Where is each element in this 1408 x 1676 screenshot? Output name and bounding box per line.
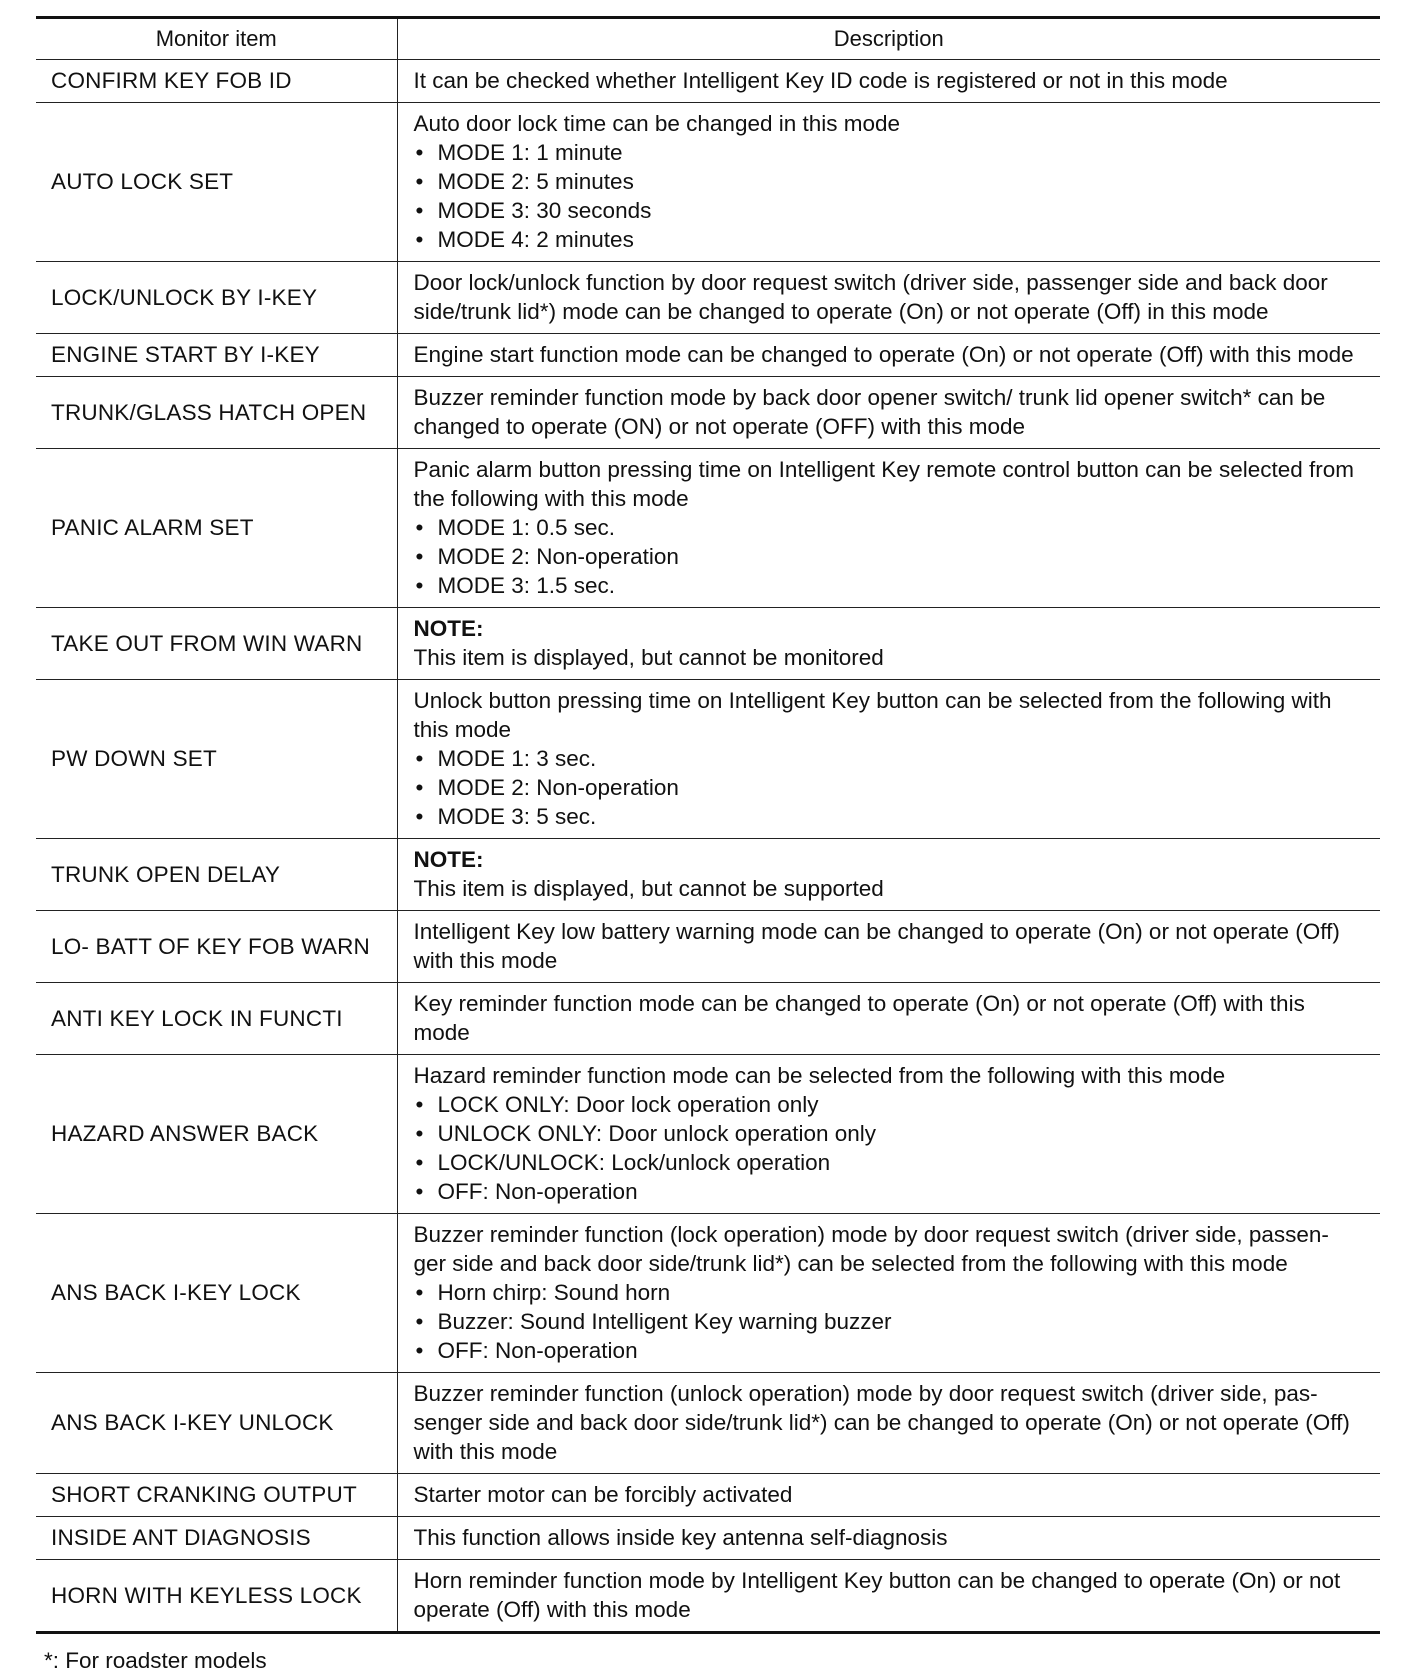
bullet-item: • Buzzer: Sound Intelligent Key warning buzzer: [414, 1307, 1373, 1336]
monitor-item-cell: HORN WITH KEYLESS LOCK: [36, 1560, 397, 1633]
description-cell: [397, 1214, 1380, 1373]
monitor-item-cell: ANS BACK I-KEY LOCK: [36, 1214, 397, 1373]
table-row: [36, 839, 1380, 911]
monitor-item-cell: TRUNK OPEN DELAY: [36, 839, 397, 911]
description-text: It can be checked whether Intelligent Key ID code is registered or not in this mode: [413, 68, 1228, 93]
description-text: Buzzer reminder function (lock operation) mode by door request switch (driver side, passen-: [413, 1222, 1329, 1247]
bullet-item: • MODE 2: 5 minutes: [414, 167, 1373, 196]
bullet-item: • MODE 1: 0.5 sec.: [414, 513, 1373, 542]
description-text: Hazard reminder function mode can be selected from the following with this mode: [413, 1063, 1226, 1088]
table-row: [36, 1214, 1380, 1373]
table-row: [36, 1373, 1380, 1474]
bullet-item: • MODE 3: 1.5 sec.: [414, 571, 1373, 600]
note-label: NOTE:: [413, 616, 484, 641]
description-cell: [397, 1474, 1380, 1517]
description-text: Intelligent Key low battery warning mode can be changed to operate (On) or not operate (Off): [413, 919, 1340, 944]
description-cell: [397, 1560, 1380, 1633]
description-cell: [397, 60, 1380, 103]
monitor-item-cell: INSIDE ANT DIAGNOSIS: [36, 1517, 397, 1560]
monitor-item-cell: TRUNK/GLASS HATCH OPEN: [36, 377, 397, 449]
table-row: [36, 608, 1380, 680]
description-cell: [397, 334, 1380, 377]
bullet-list: [414, 513, 1373, 600]
table-row: [36, 1560, 1380, 1633]
monitor-item-table: [36, 16, 1380, 1634]
bullet-item: • MODE 4: 2 minutes: [414, 225, 1373, 254]
description-text: with this mode: [413, 948, 558, 973]
description-cell: [397, 262, 1380, 334]
monitor-item-cell: PANIC ALARM SET: [36, 449, 397, 608]
description-cell: [397, 983, 1380, 1055]
monitor-item-cell: LOCK/UNLOCK BY I-KEY: [36, 262, 397, 334]
description-cell: [397, 839, 1380, 911]
bullet-item: • OFF: Non-operation: [414, 1336, 1373, 1365]
table-row: [36, 60, 1380, 103]
header-monitor-item: Monitor item: [36, 18, 397, 60]
table-row: [36, 334, 1380, 377]
table-row: [36, 262, 1380, 334]
description-text: mode: [413, 1020, 470, 1045]
header-row: [36, 18, 1380, 60]
monitor-item-cell: SHORT CRANKING OUTPUT: [36, 1474, 397, 1517]
description-text: Starter motor can be forcibly activated: [413, 1482, 793, 1507]
description-text: Unlock button pressing time on Intelligent Key button can be selected from the following with this mode: [413, 688, 1332, 742]
header-description: Description: [397, 18, 1380, 60]
description-text: Door lock/unlock function by door request switch (driver side, passenger side and back door side/trunk lid*) mode can be changed to operate (On) or not operate (Off) in this mode: [413, 270, 1328, 324]
description-text: with this mode: [413, 1439, 558, 1464]
bullet-item: • Horn chirp: Sound horn: [414, 1278, 1373, 1307]
note-label: NOTE:: [413, 847, 484, 872]
bullet-item: • MODE 1: 1 minute: [414, 138, 1373, 167]
monitor-item-cell: ENGINE START BY I-KEY: [36, 334, 397, 377]
bullet-item: • UNLOCK ONLY: Door unlock operation only: [414, 1119, 1373, 1148]
monitor-item-cell: PW DOWN SET: [36, 680, 397, 839]
monitor-item-cell: TAKE OUT FROM WIN WARN: [36, 608, 397, 680]
description-cell: [397, 1373, 1380, 1474]
table-row: [36, 449, 1380, 608]
bullet-list: [414, 1090, 1373, 1206]
description-cell: [397, 103, 1380, 262]
table-row: [36, 103, 1380, 262]
description-text: This function allows inside key antenna self-diagnosis: [413, 1525, 948, 1550]
description-text: Engine start function mode can be changed to operate (On) or not operate (Off) with this mode: [413, 342, 1354, 367]
description-cell: [397, 449, 1380, 608]
description-text: Panic alarm button pressing time on Intelligent Key remote control button can be selected from the following with this mode: [413, 457, 1355, 511]
bullet-item: • LOCK/UNLOCK: Lock/unlock operation: [414, 1148, 1373, 1177]
table-row: [36, 1474, 1380, 1517]
description-cell: [397, 911, 1380, 983]
description-cell: [397, 1055, 1380, 1214]
description-cell: [397, 680, 1380, 839]
monitor-item-cell: ANS BACK I-KEY UNLOCK: [36, 1373, 397, 1474]
description-text: Key reminder function mode can be changed to operate (On) or not operate (Off) with this: [413, 991, 1305, 1016]
description-text: Horn reminder function mode by Intelligent Key button can be changed to operate (On) or not: [413, 1568, 1341, 1593]
bullet-list: [414, 744, 1373, 831]
description-text: ger side and back door side/trunk lid*) can be selected from the following with this mode: [413, 1251, 1288, 1276]
bullet-list: [414, 138, 1373, 254]
description-cell: [397, 377, 1380, 449]
table-row: [36, 983, 1380, 1055]
description-text: This item is displayed, but cannot be monitored: [413, 645, 884, 670]
monitor-item-cell: ANTI KEY LOCK IN FUNCTI: [36, 983, 397, 1055]
description-text: senger side and back door side/trunk lid*) can be changed to operate (On) or not operate (Off): [413, 1410, 1350, 1435]
table-row: [36, 1517, 1380, 1560]
table-row: [36, 911, 1380, 983]
monitor-item-cell: CONFIRM KEY FOB ID: [36, 60, 397, 103]
bullet-item: • MODE 2: Non-operation: [414, 773, 1373, 802]
bullet-list: [414, 1278, 1373, 1365]
description-text: operate (Off) with this mode: [413, 1597, 691, 1622]
description-text: This item is displayed, but cannot be supported: [413, 876, 884, 901]
bullet-item: • LOCK ONLY: Door lock operation only: [414, 1090, 1373, 1119]
monitor-item-cell: AUTO LOCK SET: [36, 103, 397, 262]
table-row: [36, 680, 1380, 839]
monitor-item-cell: LO- BATT OF KEY FOB WARN: [36, 911, 397, 983]
footnote: *: For roadster models: [44, 1648, 267, 1673]
bullet-item: • MODE 3: 30 seconds: [414, 196, 1373, 225]
description-cell: [397, 608, 1380, 680]
monitor-item-cell: HAZARD ANSWER BACK: [36, 1055, 397, 1214]
bullet-item: • OFF: Non-operation: [414, 1177, 1373, 1206]
description-cell: [397, 1517, 1380, 1560]
document: [36, 16, 1380, 1673]
description-text: Buzzer reminder function (unlock operation) mode by door request switch (driver side, pas-: [413, 1381, 1318, 1406]
table-body: [36, 60, 1380, 1633]
bullet-item: • MODE 1: 3 sec.: [414, 744, 1373, 773]
table-header: [36, 18, 1380, 60]
description-text: Buzzer reminder function mode by back door opener switch/ trunk lid opener switch* can be changed to operate (ON) or not operate (OFF) with this mode: [413, 385, 1326, 439]
table-row: [36, 377, 1380, 449]
description-text: Auto door lock time can be changed in this mode: [413, 111, 901, 136]
bullet-item: • MODE 2: Non-operation: [414, 542, 1373, 571]
bullet-item: • MODE 3: 5 sec.: [414, 802, 1373, 831]
table-row: [36, 1055, 1380, 1214]
